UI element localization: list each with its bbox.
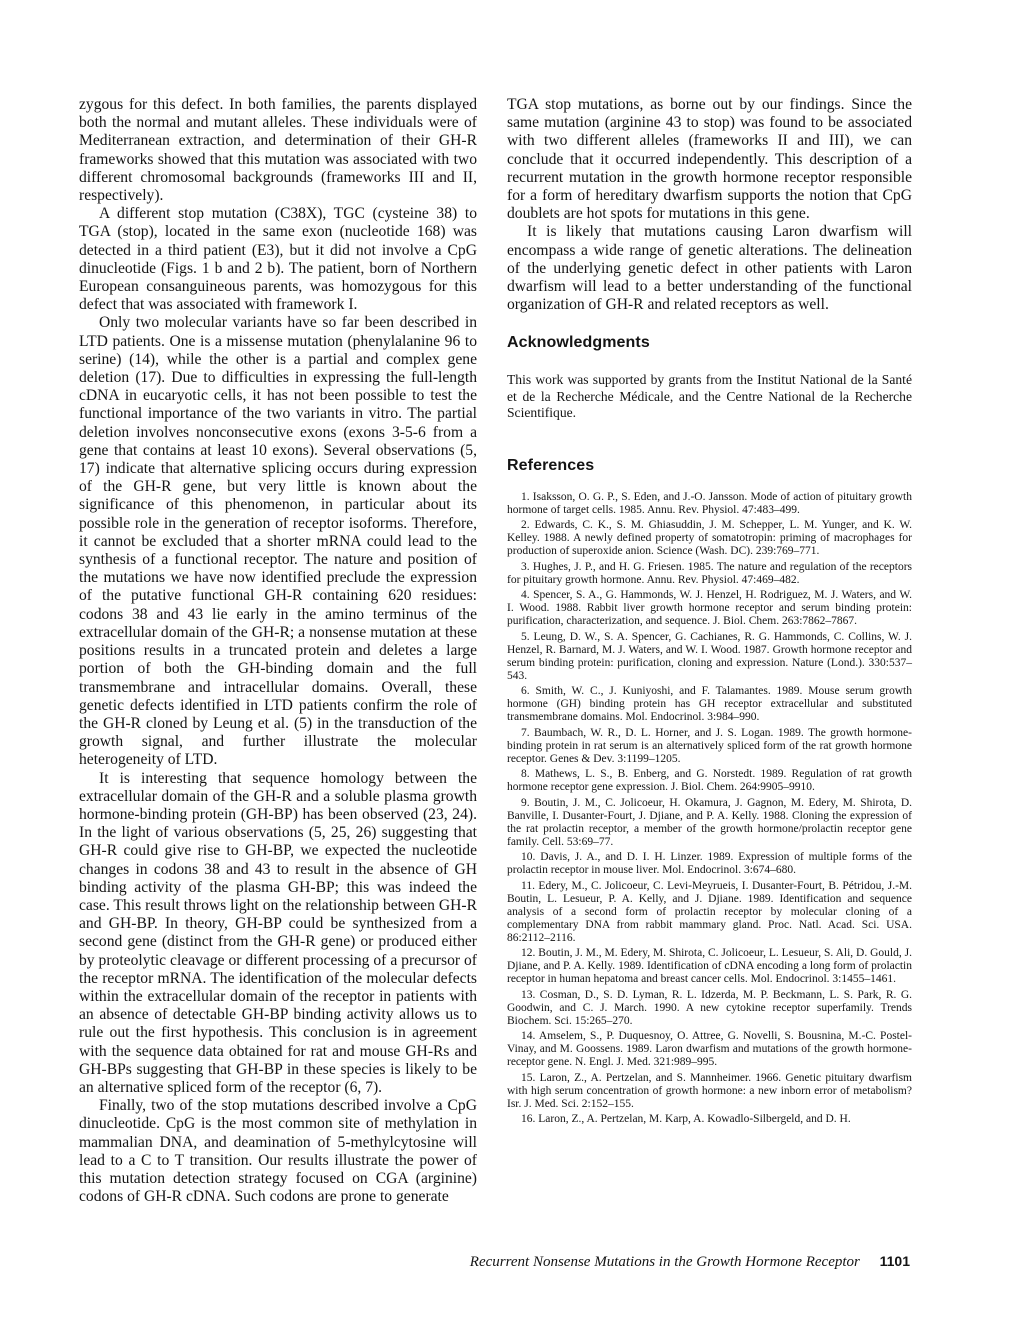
body-paragraph: It is interesting that sequence homology between the extracellular domain of the GH-R and a soluble plasma growth hormone-binding protein (GH-BP) has been observed (23, 24). In the light of various observations (5, 25, 26) suggesting that GH-R could give rise to GH-BP, we expected the nucleotide changes in codons 38 and 43 to result in the absence of GH binding activity of the plasma GH-BP; this was indeed the case. This result throws light on the relationship between GH-R and GH-BP. In theory, GH-BP could be synthesized from a second gene (distinct from the GH-R gene) or produced either by proteolytic cleavage or different processing of a precursor of the receptor mRNA. The identification of the molecular defects within the extracellular domain of the receptor in patients with an absence of detectable GH-BP binding activity allows us to rule out the first hypothesis. This conclusion is in agreement with the sequence data obtained for rat and mouse GH-Rs and GH-BPs suggesting that GH-BP in these species is likely to be an alternative spliced form of the receptor (6, 7). <box>79 769 477 1096</box>
reference-item: 13. Cosman, D., S. D. Lyman, R. L. Idzerda, M. P. Beckmann, L. S. Park, R. G. Goodwin, and C. J. March. 1990. A new cytokine receptor superfamily. Trends Biochem. Sci. 15:265–270. <box>507 988 912 1027</box>
reference-item: 6. Smith, W. C., J. Kuniyoshi, and F. Talamantes. 1989. Mouse serum growth hormone (GH) binding protein has GH receptor extracellular and substituted transmembrane domains. Mol. Endocrinol. 3:984–990. <box>507 685 912 724</box>
body-paragraph: A different stop mutation (C38X), TGC (cysteine 38) to TGA (stop), located in the same exon (nucleotide 168) was detected in a third patient (E3), but it did not involve a CpG dinucleotide (Figs. 1 b and 2 b). The patient, born of Northern European consanguineous parents, was homozygous for this defect that was associated with framework I. <box>79 205 477 314</box>
reference-item: 8. Mathews, L. S., B. Enberg, and G. Norstedt. 1989. Regulation of rat growth hormone receptor gene expression. J. Biol. Chem. 264:9905–9910. <box>507 768 912 794</box>
reference-item: 15. Laron, Z., A. Pertzelan, and S. Mannheimer. 1966. Genetic pituitary dwarfism with high serum concentration of growth hormone: a new inborn error of metabolism? Isr. J. Med. Sci. 2:152–155. <box>507 1071 912 1110</box>
references-heading: References <box>507 456 595 474</box>
body-paragraph: It is likely that mutations causing Laron dwarfism will encompass a wide range of genetic alterations. The delineation of the underlying genetic defect in other patients with Laron dwarfism will lead to a better understanding of the functional organization of GH-R and related receptors as well. <box>507 223 912 314</box>
body-paragraph: TGA stop mutations, as borne out by our findings. Since the same mutation (arginine 43 to stop) was found to be associated with two different alleles (frameworks II and III), we can conclude that it occurred independently. This description of a recurrent mutation in the growth hormone receptor responsible for a form of hereditary dwarfism supports the notion that CpG doublets are hot spots for mutations in this gene. <box>507 96 912 223</box>
acknowledgments-heading: Acknowledgments <box>507 334 650 352</box>
reference-item: 5. Leung, D. W., S. A. Spencer, G. Cachianes, R. G. Hammonds, C. Collins, W. J. Henzel, R. Barnard, M. J. Waters, and W. I. Wood. 1987. Growth hormone receptor and serum binding protein: purification, cloning and expression. Nature (Lond.). 330:537–543. <box>507 630 912 682</box>
acknowledgments-text: This work was supported by grants from the Institut National de la Santé et de la Recherche Médicale, and the Centre National de la Recherche Scientifique. <box>507 372 912 421</box>
reference-list <box>507 491 912 1127</box>
reference-item: 2. Edwards, C. K., S. M. Ghiasuddin, J. M. Schepper, L. M. Yunger, and K. W. Kelley. 1988. A newly defined property of somatotropin: priming of macrophages for production of superoxide anion. Science (Wash. DC). 239:769–771. <box>507 519 912 558</box>
reference-item: 12. Boutin, J. M., M. Edery, M. Shirota, C. Jolicoeur, L. Lesueur, S. Ali, D. Gould, J. Djiane, and P. A. Kelly. 1989. Identification of cDNA encoding a long form of prolactin receptor in human hepatoma and breast cancer cells. Mol. Endocrinol. 3:1455–1461. <box>507 947 912 986</box>
reference-item: 10. Davis, J. A., and D. I. H. Linzer. 1989. Expression of multiple forms of the prolactin receptor in mouse liver. Mol. Endocrinol. 3:674–680. <box>507 851 912 877</box>
body-paragraph: Only two molecular variants have so far been described in LTD patients. One is a missense mutation (phenylalanine 96 to serine) (14), while the other is a partial and complex gene deletion (17). Due to difficulties in expressing the full-length cDNA in eucaryotic cells, it has not been possible to test the functional importance of the two variants in vitro. The partial deletion involves nonconsecutive exons (exons 3-5-6 from a gene that contains at least 10 exons). Several observations (5, 17) indicate that alternative splicing occurs during expression of the GH-R gene, but very little is known about the significance of this phenomenon, in particular about its possible role in the generation of receptor isoforms. Therefore, it cannot be excluded that a shorter mRNA could lead to the synthesis of a functional receptor. The nature and position of the mutations we have now identified preclude the expression of the putative functional GH-R containing 620 residues: codons 38 and 43 lie early in the amino terminus of the extracellular domain of the GH-R; a nonsense mutation at these positions results in a truncated protein and deletes a large portion of both the GH-binding domain and the full transmembrane and intracellular domains. Overall, these genetic defects identified in LTD patients confirm the role of the GH-R cloned by Leung et al. (5) in the transduction of the growth signal, and further illustrate the molecular heterogeneity of LTD. <box>79 314 477 769</box>
body-paragraph: zygous for this defect. In both families, the parents displayed both the normal and mutant alleles. These individuals were of Mediterranean extraction, and determination of their GH-R frameworks showed that this mutation was associated with two different chromosomal backgrounds (frameworks III and II, respectively). <box>79 96 477 205</box>
reference-item: 9. Boutin, J. M., C. Jolicoeur, H. Okamura, J. Gagnon, M. Edery, M. Shirota, D. Banville, I. Dusanter-Fourt, J. Djiane, and P. A. Kelly. 1988. Cloning the expression of the rat prolactin receptor, a member of the growth hormone/prolactin receptor gene family. Cell. 53:69–77. <box>507 796 912 848</box>
page-number: 1101 <box>879 1253 910 1269</box>
reference-item: 14. Amselem, S., P. Duquesnoy, O. Attree, G. Novelli, S. Bousnina, M.-C. Postel-Vinay, and M. Goossens. 1989. Laron dwarfism and mutations of the growth hormone-receptor gene. N. Engl. J. Med. 321:989–995. <box>507 1030 912 1069</box>
reference-item: 1. Isaksson, O. G. P., S. Eden, and J.-O. Jansson. Mode of action of pituitary growth hormone of target cells. 1985. Annu. Rev. Physiol. 47:483–499. <box>507 490 912 516</box>
reference-item: 7. Baumbach, W. R., D. L. Horner, and J. S. Logan. 1989. The growth hormone-binding protein in rat serum is an alternatively spliced form of the rat growth hormone receptor. Genes & Dev. 3:1199–1205. <box>507 726 912 765</box>
reference-item: 11. Edery, M., C. Jolicoeur, C. Levi-Meyrueis, I. Dusanter-Fourt, B. Pétridou, J.-M. Boutin, L. Lesueur, P. A. Kelly, and J. Djiane. 1989. Identification and sequence analysis of a second form of prolactin receptor by molecular cloning of a complementary DNA from rabbit mammary gland. Proc. Natl. Acad. Sci. USA. 86:2112–2116. <box>507 880 912 944</box>
right-column <box>507 96 912 1129</box>
page-footer <box>470 1253 910 1271</box>
body-paragraph: Finally, two of the stop mutations described involve a CpG dinucleotide. CpG is the most common site of methylation in mammalian DNA, and deamination of 5-methylcytosine will lead to a C to T transition. Our results illustrate the power of this mutation detection strategy focused on CGA (arginine) codons of GH-R cDNA. Such codons are prone to generate <box>79 1097 477 1206</box>
reference-item: 4. Spencer, S. A., G. Hammonds, W. J. Henzel, H. Rodriguez, M. J. Waters, and W. I. Wood. 1988. Rabbit liver growth hormone receptor and serum binding protein: purification, characterization, and sequence. J. Biol. Chem. 263:7862–7867. <box>507 589 912 628</box>
reference-item: 16. Laron, Z., A. Pertzelan, M. Karp, A. Kowadlo-Silbergeld, and D. H. <box>521 1113 851 1126</box>
running-title: Recurrent Nonsense Mutations in the Growth Hormone Receptor <box>469 1254 860 1270</box>
left-column <box>79 96 477 1206</box>
reference-item: 3. Hughes, J. P., and H. G. Friesen. 1985. The nature and regulation of the receptors for pituitary growth hormone. Annu. Rev. Physiol. 47:469–482. <box>507 560 912 586</box>
